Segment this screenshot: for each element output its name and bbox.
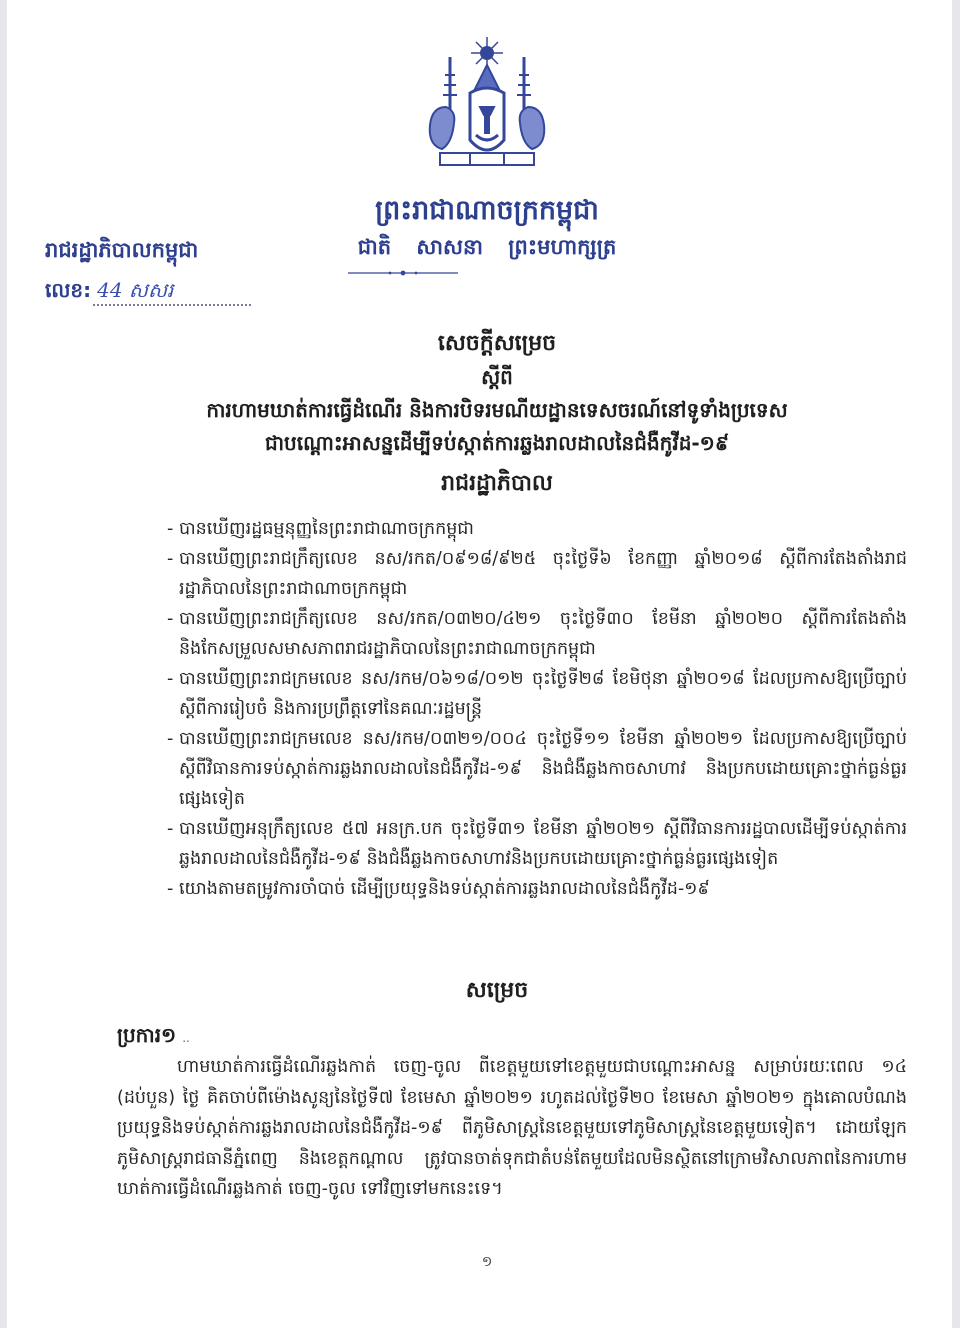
national-motto: ជាតិ សាសនា ព្រះមហាក្សត្រ (357, 235, 617, 259)
document-page (7, 0, 952, 1328)
kingdom-title: ព្រះរាជាណាចក្រកម្ពុជា (375, 195, 599, 226)
reference-number (45, 276, 251, 306)
document-type-heading: សេចក្ដីសម្រេច (437, 331, 557, 356)
consideration-item: - បានឃើញព្រះរាជក្រឹត្យលេខ នស/រកត/០៣២០/៤២១ ចុះថ្ងៃទី៣០ ខែមីនា ឆ្នាំ២០២០ ស្ដីពីការតែងតាំង និងកែសម្រួលសមាសភាពរាជរដ្ឋាភិបាលនៃព្រះរាជាណាចក្រកម្ពុជា (167, 604, 907, 664)
article-title: ប្រការ១ (117, 1023, 177, 1047)
consideration-item: - បានឃើញរដ្ឋធម្មនុញ្ញនៃព្រះរាជាណាចក្រកម្ពុជា (167, 514, 907, 544)
reference-value-handwritten: 44 សសរ (93, 276, 251, 306)
issuer-heading: រាជរដ្ឋាភិបាល (441, 471, 553, 496)
consideration-item: - បានឃើញព្រះរាជក្រឹត្យលេខ នស/រកត/០៩១៨/៩២៥ ចុះថ្ងៃទី៦ ខែកញ្ញា ឆ្នាំ២០១៨ ស្ដីពីការតែងតាំងរាជរដ្ឋាភិបាលនៃព្រះរាជាណាចក្រកម្ពុជា (167, 544, 907, 604)
decorative-divider-icon (348, 270, 458, 276)
article-1-body: ហាមឃាត់ការធ្វើដំណើរឆ្លងកាត់ ចេញ-ចូល ពីខេត្តមួយទៅខេត្តមួយជាបណ្ដោះអាសន្ន សម្រាប់រយៈពេល ១៤ (ដប់បួន) ថ្ងៃ គិតចាប់ពីម៉ោងសូន្យនៃថ្ងៃទី៧ ខែមេសា ឆ្នាំ២០២១ រហូតដល់ថ្ងៃទី២០ ខែមេសា ឆ្នាំ២០២១ ក្នុងគោលបំណងប្រយុទ្ធនិងទប់ស្កាត់ការឆ្លងរាលដាលនៃជំងឺកូវីដ-១៩ ពីភូមិសាស្ត្រនៃខេត្តមួយទៅភូមិសាស្ត្រនៃខេត្តមួយទៀត។ ដោយឡែក ភូមិសាស្ត្ររាជធានីភ្នំពេញ និងខេត្តកណ្ដាល ត្រូវបានចាត់ទុកជាតំបន់តែមួយដែលមិនស្ថិតនៅក្រោមវិសាលភាពនៃការហាមឃាត់ការធ្វើដំណើរឆ្លងកាត់ ចេញ-ចូល ទៅវិញទៅមកនេះទេ។ (117, 1057, 907, 1199)
document-subject (107, 394, 887, 460)
article-title-dots: .. (182, 1031, 190, 1045)
consideration-item: - បានឃើញអនុក្រឹត្យលេខ ៥៧ អនក្រ.បក ចុះថ្ងៃទី៣១ ខែមីនា ឆ្នាំ២០២១ ស្ដីពីវិធានការរដ្ឋបាលដើម្បីទប់ស្កាត់ការឆ្លងរាលដាលនៃជំងឺកូវីដ-១៩ និងជំងឺឆ្លងកាចសាហាវនិងប្រកបដោយគ្រោះថ្នាក់ធ្ងន់ធ្ងរផ្សេងទៀត (167, 814, 907, 874)
page-number: ១ (481, 1254, 493, 1270)
subject-line-2: ជាបណ្ដោះអាសន្នដើម្បីទប់ស្កាត់ការឆ្លងរាលដាលនៃជំងឺកូវីដ-១៩ (265, 431, 729, 455)
decision-heading: សម្រេច (465, 978, 529, 1003)
consideration-item: - យោងតាមតម្រូវការចាំបាច់ ដើម្បីប្រយុទ្ធនិងទប់ស្កាត់ការឆ្លងរាលដាលនៃជំងឺកូវីដ-១៩ (167, 874, 907, 904)
article-1-heading (117, 1020, 190, 1053)
about-heading: ស្ដីពី (481, 365, 513, 389)
reference-label: លេខ: (45, 278, 92, 302)
considerations-list (167, 514, 907, 904)
subject-line-1: ការហាមឃាត់ការធ្វើដំណើរ និងការបិទរមណីយដ្ឋានទេសចរណ៍នៅទូទាំងប្រទេស (206, 398, 788, 422)
royal-coat-of-arms-icon (412, 35, 562, 175)
government-name: រាជរដ្ឋាភិបាលកម្ពុជា (45, 238, 199, 262)
consideration-item: - បានឃើញព្រះរាជក្រមលេខ នស/រកម/០៣២១/០០៤ ចុះថ្ងៃទី១១ ខែមីនា ឆ្នាំ២០២១ ដែលប្រកាសឱ្យប្រើច្បាប់ស្ដីពីវិធានការទប់ស្កាត់ការឆ្លងរាលដាលនៃជំងឺកូវីដ-១៩ និងជំងឺឆ្លងកាចសាហាវ និងប្រកបដោយគ្រោះថ្នាក់ធ្ងន់ធ្ងរផ្សេងទៀត (167, 724, 907, 814)
consideration-item: - បានឃើញព្រះរាជក្រមលេខ នស/រកម/០៦១៨/០១២ ចុះថ្ងៃទី២៨ ខែមិថុនា ឆ្នាំ២០១៨ ដែលប្រកាសឱ្យប្រើច្បាប់ស្ដីពីការរៀបចំ និងការប្រព្រឹត្តទៅនៃគណៈរដ្ឋមន្ត្រី (167, 664, 907, 724)
